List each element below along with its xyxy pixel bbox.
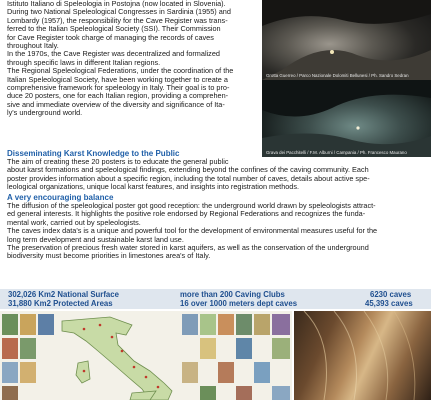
cave-photo-bottom-art (262, 80, 431, 157)
stat-deep-caves: 16 over 1000 meters dept caves (180, 299, 298, 308)
section2-line: biodiversity must become priorities in limestones area's of Italy. (7, 251, 211, 261)
cave-photo-top-art (262, 0, 431, 80)
cave-photo-bottom (262, 80, 431, 157)
intro-line: ferred to the Italian Speleological Society (SSI). Their Commission (7, 24, 221, 34)
intro-line: During two National Speleological Congresses in Sardinia (1955) and (7, 7, 231, 17)
italy-shape (62, 317, 172, 400)
intro-line: comprehensive framework for speleology in Italy. Their goal is to pro- (7, 83, 230, 93)
intro-line: The Regional Speleological Federations, under the coordination of the (7, 66, 234, 76)
section2-text (7, 202, 377, 261)
italy-regions-map (0, 311, 292, 400)
section2-line: The preservation of precious fresh water stored in karst aquifers, as well as the conservation of the underground (7, 243, 369, 253)
photo-caption-top: Grotta Guerreo / Parco Nazionale Dolomiti Bellunesi / Ph. Sandro Sedran (266, 73, 409, 78)
stat-protected-areas: 31,880 Km2 Protected Areas (8, 299, 113, 308)
intro-line: ly's underground world. (7, 108, 83, 118)
section-heading-dissemination: Disseminating Karst Knowledge to the Public (7, 149, 180, 158)
stat-caves-b: 45,393 caves (365, 299, 413, 308)
intro-line: In the 1970s, the Cave Register was decentralized and formalized (7, 49, 220, 59)
sardinia-shape (76, 361, 90, 383)
section1-text (7, 158, 370, 192)
section2-line: mental work, carried out by speleologists. (7, 217, 141, 227)
intro-line: Istituto Italiano di Speleologia in Postojna (now located in Slovenia). (7, 0, 226, 8)
section-heading-balance: A very encouraging balance (7, 193, 114, 202)
intro-line: Lombardy (1957), the responsibility for the Cave Register was trans- (7, 15, 228, 25)
stat-national-surface: 302,026 Km2 National Surface (8, 290, 119, 299)
stat-caving-clubs: more than 200 Caving Clubs (180, 290, 285, 299)
section1-line: The aim of creating these 20 posters is to educate the general public (7, 157, 229, 166)
section2-line: long term development and sustainable karst land use. (7, 234, 184, 244)
stat-caves-a: 6230 caves (370, 290, 412, 299)
section2-line: ed general interests. It highlights the positive role endorsed by Regional Federations and recognizes the fundа- (7, 209, 366, 219)
photo-caption-bottom: Grava dei Pacchitelli / F.M. Alburni / Campania / Ph. Francesco Maurano (266, 150, 407, 155)
poster-thumbnails-right (182, 314, 290, 400)
section1-line: poster provides information about a specific region, including the total number of caves, details about active spe- (7, 173, 370, 183)
section2-line: The caves index data's is a unique and powerful tool for the development of environmental measures useful for the (7, 226, 378, 236)
italy-map-art (0, 311, 292, 400)
intro-line: through specific laws in different Italian regions. (7, 57, 161, 67)
cave-photo-top (262, 0, 431, 80)
cave-photo-bottom-right-art (294, 311, 431, 400)
section2-line: The diffusion of the speleological poster got good reception: the underground world drawn by speleologists attract- (7, 201, 376, 210)
intro-text (7, 0, 233, 118)
section1-line: about karst formations and speleological findings, extending beyond the confines of the caving community. Each (7, 165, 369, 175)
intro-line: for Cave Register took charge of managing the records of caves (7, 32, 214, 42)
intro-line: throughout Italy. (7, 41, 59, 51)
intro-line: Italian Speleological Society, have been working together to create a (7, 74, 228, 84)
cave-photo-bottom-right (294, 311, 431, 400)
intro-line: duce 20 posters, one for each Italian region, providing a comprehen- (7, 91, 229, 101)
stats-band (0, 289, 431, 309)
poster-thumbnails-left (2, 314, 54, 400)
intro-line: sive and immediate overview of the diversity and significance of Ita- (7, 99, 225, 109)
section1-line: leological organizations, unique local karst features, and insights into registration methods. (7, 182, 300, 192)
